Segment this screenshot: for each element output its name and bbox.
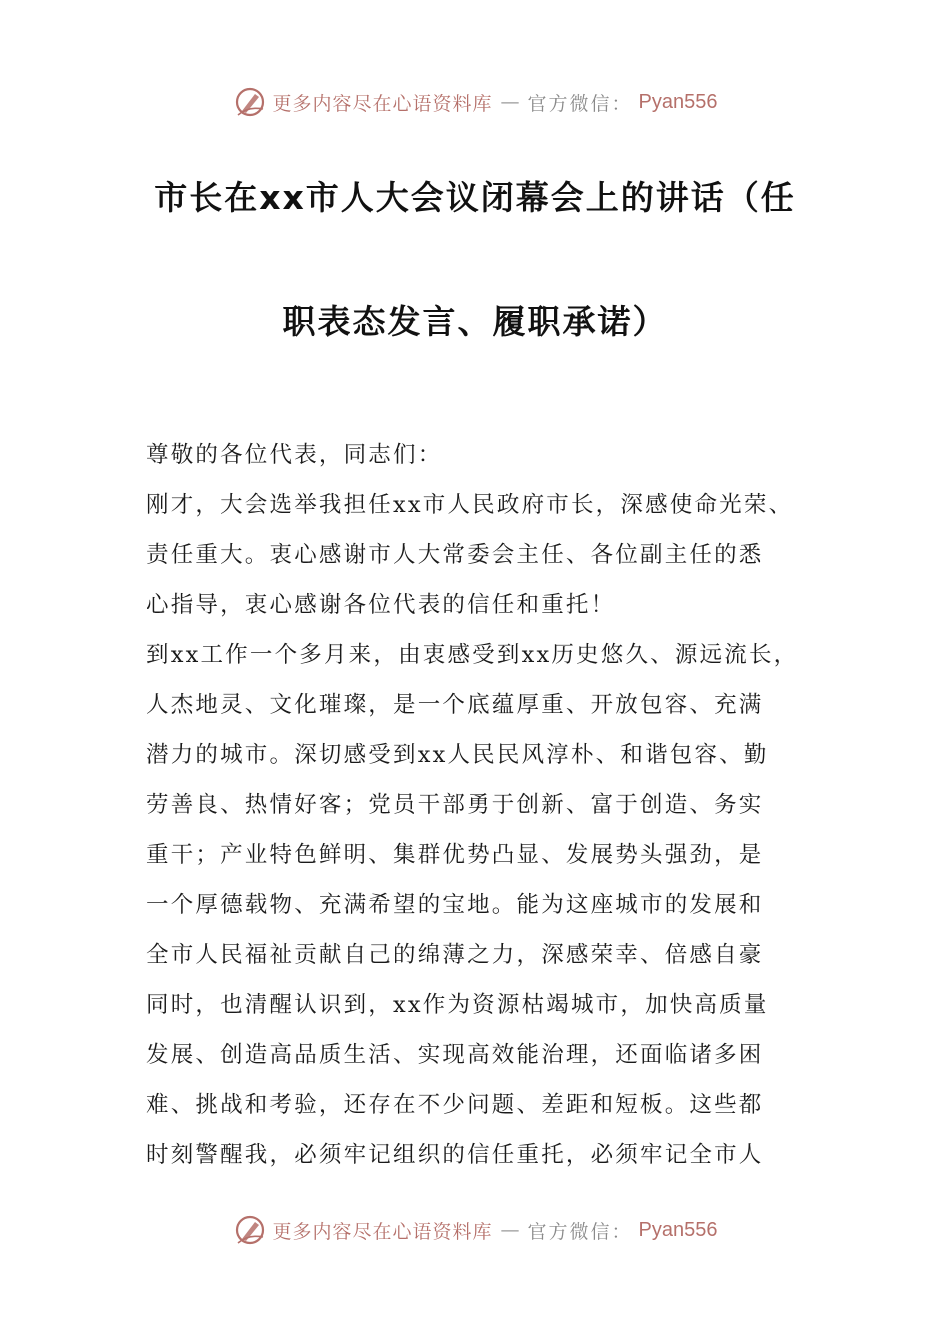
watermark-wechat-label: 官方微信： <box>527 92 633 115</box>
body-line: 尊敬的各位代表，同志们： <box>146 442 443 468</box>
watermark-wechat-id: Pyan556 <box>638 90 718 113</box>
watermark-wechat-id: Pyan556 <box>638 1218 718 1241</box>
document-title-line-1: 市长在xx市人大会议闭幕会上的讲话（任 <box>154 178 796 217</box>
body-line: 发展、创造高品质生活、实现高效能治理，还面临诸多困 <box>146 1042 764 1068</box>
body-line: 心指导，衷心感谢各位代表的信任和重托！ <box>146 592 616 618</box>
watermark-brand-text: 更多内容尽在心语资料库 <box>272 1220 493 1243</box>
body-line: 潜力的城市。深切感受到xx人民民风淳朴、和谐包容、勤 <box>146 742 769 768</box>
body-line: 到xx工作一个多月来，由衷感受到xx历史悠久、源远流长， <box>146 642 799 668</box>
body-line: 重干；产业特色鲜明、集群优势凸显、发展势头强劲，是 <box>146 842 764 868</box>
body-line: 时刻警醒我，必须牢记组织的信任重托，必须牢记全市人 <box>146 1142 764 1168</box>
body-line: 难、挑战和考验，还存在不少问题、差距和短板。这些都 <box>146 1092 764 1118</box>
body-line: 同时，也清醒认识到，xx作为资源枯竭城市，加快高质量 <box>146 992 769 1018</box>
pen-nib-logo-icon <box>233 85 267 119</box>
pen-nib-logo-icon <box>233 1213 267 1247</box>
footer-watermark-banner <box>0 1210 950 1250</box>
header-watermark-banner <box>0 82 950 122</box>
body-line: 劳善良、热情好客；党员干部勇于创新、富于创造、务实 <box>146 792 764 818</box>
document-body <box>146 430 836 1180</box>
watermark-brand-text: 更多内容尽在心语资料库 <box>272 92 493 115</box>
body-line: 全市人民福祉贡献自己的绵薄之力，深感荣幸、倍感自豪 <box>146 942 764 968</box>
body-line: 刚才，大会选举我担任xx市人民政府市长，深感使命光荣、 <box>146 492 794 518</box>
body-line: 人杰地灵、文化璀璨，是一个底蕴厚重、开放包容、充满 <box>146 692 764 718</box>
document-title-line-2: 职表态发言、履职承诺） <box>282 302 668 341</box>
watermark-wechat-label: 官方微信： <box>527 1220 633 1243</box>
body-line: 责任重大。衷心感谢市人大常委会主任、各位副主任的悉 <box>146 542 764 568</box>
watermark-dash: — <box>500 1219 520 1241</box>
body-line: 一个厚德载物、充满希望的宝地。能为这座城市的发展和 <box>146 892 764 918</box>
watermark-dash: — <box>500 91 520 113</box>
